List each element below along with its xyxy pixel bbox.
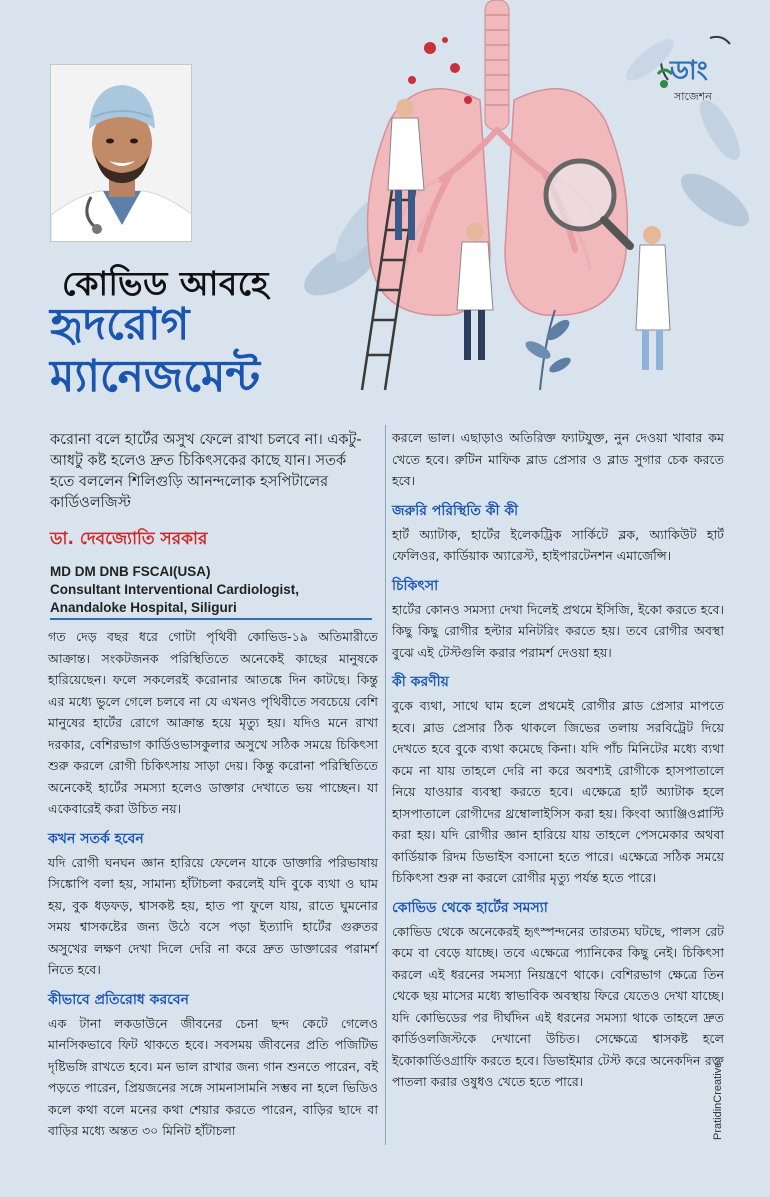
doctor-portrait-image — [51, 65, 192, 242]
paragraph: করলে ভাল। এছাড়াও অতিরিক্ত ফ্যাটযুক্ত, নুন দেওয়া খাবার কম খেতে হবে। রুটিন মাফিক ব্লাড প্রেসার ও ব্লাড সুগার চেক করতে হবে। — [392, 430, 724, 488]
paragraph: বুকে ব্যথা, সাথে ঘাম হলে প্রথমেই রোগীর ব্লাড প্রেসার মাপতে হবে। ব্লাড প্রেসার ঠিক থাকলে জিভের তলায় সরবিট্রেট দিয়ে দেখতে হবে বুকে ব্যথা কমেছে কিনা। যদি পাঁচ মিনিটের মধ্যে ব্যথা কমে না যায় তাহলে দেরি না করে অবশ্যই রোগীকে হাসপাতালে নিয়ে যাওয়ার ব্যবস্থা করতে হবে। এক্ষেত্রে হার্ট অ্যাটাক হলে হাসপাতালে রোগীদের থ্রম্বোলাইসিস করা হয়। কিংবা অ্যাঞ্জিওপ্লাস্টি করা হয়। যদি রোগীর জ্ঞান হারিয়ে যায় তাহলে পেসমেকার অথবা কার্ডিয়াক রিদম ডিভাইস বসানো হতে পারে। এক্ষেত্রে সঠিক সময়ে চিকিৎসা শুরু না করলে রোগীর মৃত্যু পর্যন্ত হতে পারে। — [392, 698, 724, 885]
subheading: কী করণীয় — [392, 674, 449, 690]
paragraph: হার্টের কোনও সমস্যা দেখা দিলেই প্রথমে ইসিজি, ইকো করতে হবে। কিছু কিছু রোগীর হল্টার মনিটরিং করতে হয়। তবে রোগীর অবস্থা বুঝে এই টেস্টগুলি করার পরামর্শ দেওয়া হয়। — [392, 601, 724, 660]
subheading: কখন সতর্ক হবেন — [48, 830, 144, 847]
creative-credit: PratidinCreative — [712, 1061, 724, 1140]
lungs-illustration — [300, 0, 750, 395]
author-credentials — [50, 563, 370, 617]
paragraph: হার্ট অ্যাটাক, হার্টের ইলেকট্রিক সার্কিটে ব্লক, অ্যাকিউট হার্ট ফেলিওর, কার্ডিয়াক অ্যারেস্ট, হাইপারটেনশন এমার্জেন্সি। — [392, 526, 724, 563]
headline-line-1: কোভিড আবহে — [62, 264, 269, 303]
headline-line-3: ম্যানেজমেন্ট — [50, 351, 260, 402]
section-divider — [50, 618, 372, 620]
subheading: চিকিৎসা — [392, 577, 439, 594]
logo-text: ডাং — [670, 56, 708, 86]
column-rule — [385, 425, 386, 1145]
headline-line-2: হৃদরোগ — [50, 299, 190, 350]
paragraph: এক টানা লকডাউনে জীবনের চেনা ছন্দ কেটে গেলেও মানসিকভাবে ফিট থাকতে হবে। সবসময় জীবনের প্রতি পজিটিভ দৃষ্টিভঙ্গি রাখতে হবে। মন ভাল রাখার জন্য গান শুনতে পারেন, বই পড়তে পারেন, প্রিয়জনের সঙ্গে সামনাসামনি সম্ভব না হলে ভিডিও কলে কথা বলে মনের কথা শেয়ার করতে পারেন, বাড়ির ছাদে বা বাড়ির মধ্যে অন্তত ৩০ মিনিট হাঁটাচলা — [48, 1015, 378, 1138]
paragraph: যদি রোগী ঘনঘন জ্ঞান হারিয়ে ফেলেন যাকে ডাক্তারি পরিভাষায় সিঙ্কোপি বলা হয়, সামান্য হাঁটাচলা করলেই যদি বুকে ব্যথা ও ঘাম হয়, বুক ধড়ফড়, শ্বাসকষ্ট হয়, হাত পা ফুলে যায়, রাতে ঘুমনোর সময় শ্বাসকষ্টের জন্য উঠে বসে পড়া ইত্যাদি হার্টের গুরুতর অসুখের লক্ষণ দেখা দিলে দেরি না করে দ্রুত ডাক্তারের পরামর্শ নিতে হবে। — [48, 854, 378, 977]
author-name: ডা. দেবজ্যোতি সরকার — [50, 529, 208, 549]
paragraph: কোভিড থেকে অনেকেরই হৃৎস্পন্দনের তারতম্য ঘটছে, পালস রেট কমে বা বেড়ে যাচ্ছে। তবে এক্ষেত্রে প্যানিকের কিছু নেই। চিকিৎসা করলে এই ধরনের সমস্যা নিয়ন্ত্রণে থাকে। বেশিরভাগ ক্ষেত্রে তিন থেকে ছয় মাসের মধ্যে স্বাভাবিক অবস্থায় ফিরে যেতেও দেখা যাচ্ছে। যদি কোভিডের পর দীর্ঘদিন এই ধরনের সমস্যা থাকে তাহলে দ্রুত কার্ডিওলজিস্টকে দেখানো উচিত। সেক্ষেত্রে শ্বাসকষ্ট হলে ইকোকার্ডিওগ্রাফি করতে হবে। ডিভাইমার টেস্ট করে অনেকদিন রক্ত পাতলা করার ওষুধও খেতে হতে পারে। — [392, 923, 724, 1089]
right-column — [392, 427, 724, 1093]
author-title: Consultant Interventional Cardiologist, — [50, 582, 300, 597]
logo-subtext: সাজেশন — [674, 90, 712, 103]
left-column — [48, 626, 378, 1142]
subheading: কীভাবে প্রতিরোধ করবেন — [48, 991, 189, 1008]
author-hospital: Anandaloke Hospital, Siliguri — [50, 600, 237, 615]
intro-text: করোনা বলে হার্টের অসুখ ফেলে রাখা চলবে না। একটু-আধটু কষ্ট হলেও দ্রুত চিকিৎসকের কাছে যান। সতর্ক হতে বললেন শিলিগুড়ি আনন্দলোক হসপিটালের কার্ডিওলজিস্ট — [50, 432, 362, 511]
paragraph: গত দেড় বছর ধরে গোটা পৃথিবী কোভিড-১৯ অতিমারীতে আক্রান্ত। সংকটজনক পরিস্থিতিতে অনেকেই কাছের মানুষকে হারিয়েছেন। ফলে সকলেরই করোনার আতঙ্কে দিন কাটছে। কিন্তু এর মধ্যে ভুলে গেলে চলবে না যে এখনও পৃথিবীতে সবচেয়ে বেশি মানুষের হার্টের রোগে আক্রান্ত হয়ে মৃত্যু হয়। যদিও মনে রাখা দরকার, বেশিরভাগ কার্ডিওভাসকুলার অসুখে সঠিক সময়ে চিকিৎসা শুরু করলে রোগী চিকিৎসায় সাড়া দেয়। কিন্তু করোনা পরিস্থিতিতে অনেকেই হার্টের সমস্যা হলেও ডাক্তার দেখাতে ভয় পাচ্ছেন। যা একেবারেই করা উচিত নয়। — [48, 629, 378, 816]
subheading: জরুরি পরিস্থিতি কী কী — [392, 502, 519, 519]
author-degree: MD DM DNB FSCAI(USA) — [50, 564, 211, 579]
doctor-photo — [50, 64, 192, 242]
subheading: কোভিড থেকে হার্টের সমস্যা — [392, 899, 548, 916]
